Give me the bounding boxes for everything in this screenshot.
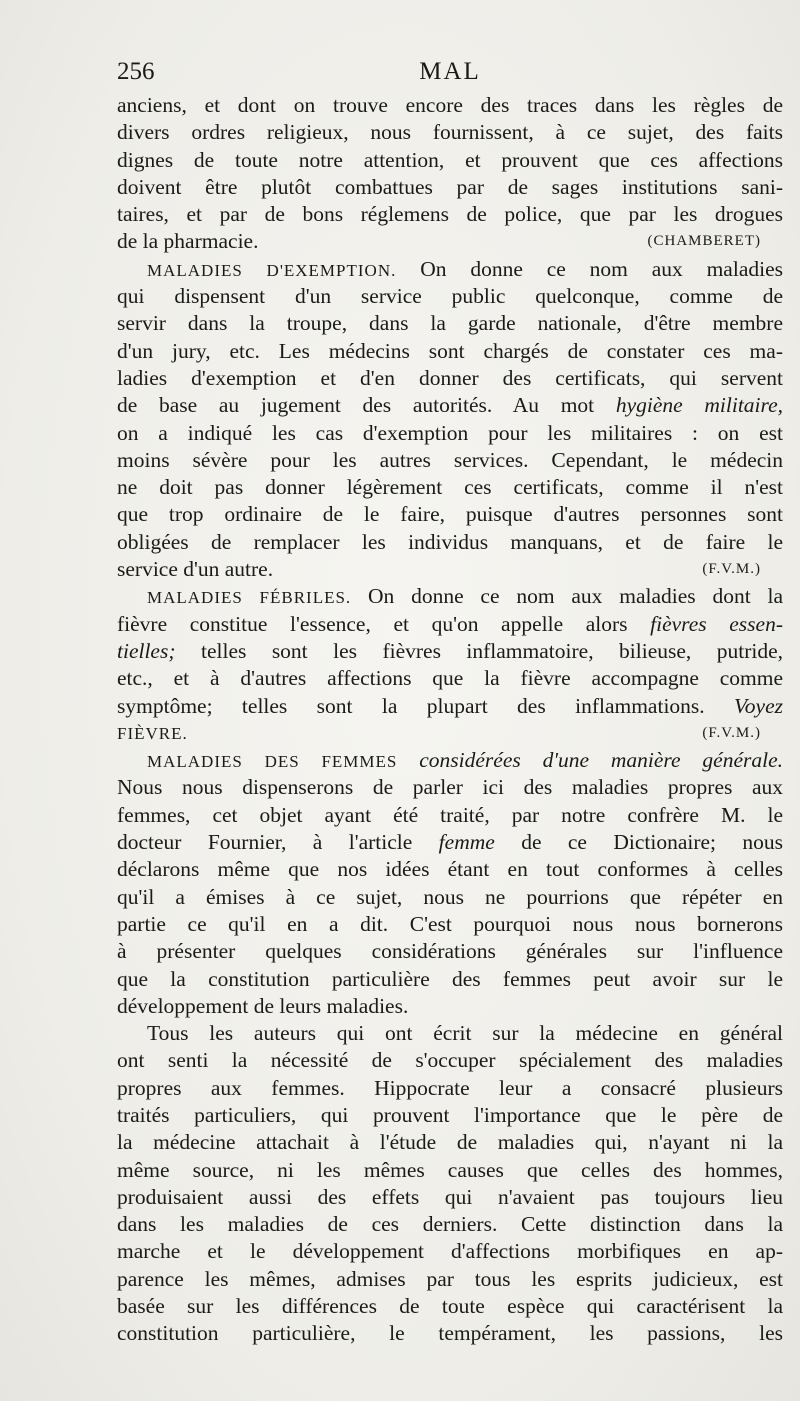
text-line (117, 392, 783, 419)
text-line: propres aux femmes. Hippocrate leur a consacré plusieurs (117, 1075, 783, 1100)
text-line: la médecine attachait à l'étude de maladies qui, n'ayant ni la (117, 1130, 783, 1155)
text-line: obligées de remplacer les individus manquans, et de faire le (117, 529, 783, 554)
text-line: développement de leurs maladies. (117, 993, 409, 1018)
entry-heading-line (117, 583, 783, 610)
text-line: à présenter quelques considérations générales sur l'influence (117, 939, 783, 964)
running-head: MAL (419, 58, 481, 85)
cross-reference: hygiène militaire, (615, 393, 784, 418)
text-line: marche et le développement d'affections morbifiques en ap- (117, 1239, 783, 1264)
text-line (117, 611, 783, 638)
text-line: que la constitution particulière des femmes peut avoir sur le (117, 966, 783, 991)
line-text: On donne ce nom aux maladies (420, 256, 783, 281)
entry-headword: MALADIES D'EXEMPTION. (147, 260, 397, 280)
text-line: anciens, et dont on trouve encore des traces dans les règles de (117, 93, 783, 117)
text-line: femmes, cet objet ayant été traité, par notre confrère M. le (117, 802, 783, 827)
entry-subtitle: considérées d'une manière générale. (419, 748, 783, 773)
text-line: qui dispensent d'un service public quelconque, comme de (117, 284, 783, 309)
entry-headword: MALADIES DES FEMMES (147, 752, 398, 772)
line-text: docteur Fournier, à l'article (117, 830, 413, 855)
entry-heading-line (117, 256, 783, 283)
line-text: symptôme; telles sont la plupart des inflammations. (117, 693, 705, 718)
text-line: on a indiqué les cas d'exemption pour les militaires : on est (117, 420, 783, 445)
entry-heading-line (117, 747, 783, 774)
cross-reference: Voyez (734, 693, 783, 718)
text-line: dans les maladies de ces derniers. Cette distinction dans la (117, 1212, 783, 1237)
text-line (117, 829, 783, 856)
text-line: doivent être plutôt combattues par de sages institutions sani- (117, 174, 783, 199)
page-header (117, 58, 783, 90)
text-line: qu'il a émises à ce sujet, nous ne pourrions que répéter en (117, 884, 783, 909)
line-text: telles sont les fièvres inflammatoire, bilieuse, putride, (200, 638, 784, 663)
text-line: traités particuliers, qui prouvent l'importance que le père de (117, 1102, 783, 1127)
text-line (117, 693, 783, 720)
text-line: etc., et à d'autres affections que la fièvre accompagne comme (117, 666, 783, 691)
text-line: Nous nous dispenserons de parler ici des maladies propres aux (117, 775, 783, 800)
page-number: 256 (117, 58, 155, 85)
line-text: On donne ce nom aux maladies dont la (367, 584, 783, 609)
text-line: même source, ni les mêmes causes que celles des hommes, (117, 1157, 783, 1182)
text-line: servir dans la troupe, dans la garde nationale, d'être membre (117, 311, 783, 336)
line-text: fièvre constitue l'essence, et qu'on appelle alors (117, 611, 628, 636)
text-line (117, 556, 783, 583)
text-line: d'un jury, etc. Les médecins sont chargés de constater ces ma- (117, 338, 783, 363)
cross-reference-term: FIÈVRE. (117, 723, 188, 743)
text-line: partie ce qu'il en a dit. C'est pourquoi nous nous bornerons (117, 911, 783, 936)
text-line: Tous les auteurs qui ont écrit sur la médecine en général (147, 1021, 783, 1046)
text-line: que trop ordinaire de le faire, puisque d'autres personnes sont (117, 502, 783, 527)
text-line: basée sur les différences de toute espèce qui caractérisent la (117, 1294, 783, 1319)
text-line: déclarons même que nos idées étant en tout conformes à celles (117, 857, 783, 882)
line-text: de ce Dictionaire; nous (521, 830, 784, 855)
author-signature: (F.V.M.) (702, 561, 761, 578)
text-line: divers ordres religieux, nous fournissent, à ce sujet, des faits (117, 120, 783, 145)
text-line: ne doit pas donner légèrement ces certificats, comme il n'est (117, 475, 783, 500)
text-line (117, 228, 783, 255)
text-line: ont senti la nécessité de s'occuper spécialement des maladies (117, 1048, 783, 1073)
italic-term: tielles; (117, 638, 176, 663)
text-line (117, 720, 783, 747)
author-signature: (CHAMBERET) (647, 233, 761, 250)
line-text: de la pharmacie. (117, 229, 259, 254)
entry-headword: MALADIES FÉBRILES. (147, 588, 352, 608)
text-line: constitution particulière, le tempérament, les passions, les (117, 1321, 783, 1346)
text-line: produisaient aussi des effets qui n'avaient pas toujours lieu (117, 1184, 783, 1209)
text-line: dignes de toute notre attention, et prouvent que ces affections (117, 147, 783, 172)
line-text: service d'un autre. (117, 557, 274, 582)
text-line: moins sévère pour les autres services. Cependant, le médecin (117, 447, 783, 472)
text-line: ladies d'exemption et d'en donner des certificats, qui servent (117, 365, 783, 390)
line-text: de base au jugement des autorités. Au mot (117, 393, 595, 418)
cross-reference: femme (438, 830, 495, 855)
text-line: taires, et par de bons réglemens de police, que par les drogues (117, 202, 783, 227)
italic-term: fièvres essen- (650, 611, 783, 636)
author-signature: (F.V.M.) (702, 724, 761, 741)
text-line (117, 638, 783, 665)
text-body (117, 92, 783, 1348)
text-line: parence les mêmes, admises par tous les esprits judicieux, est (117, 1266, 783, 1291)
